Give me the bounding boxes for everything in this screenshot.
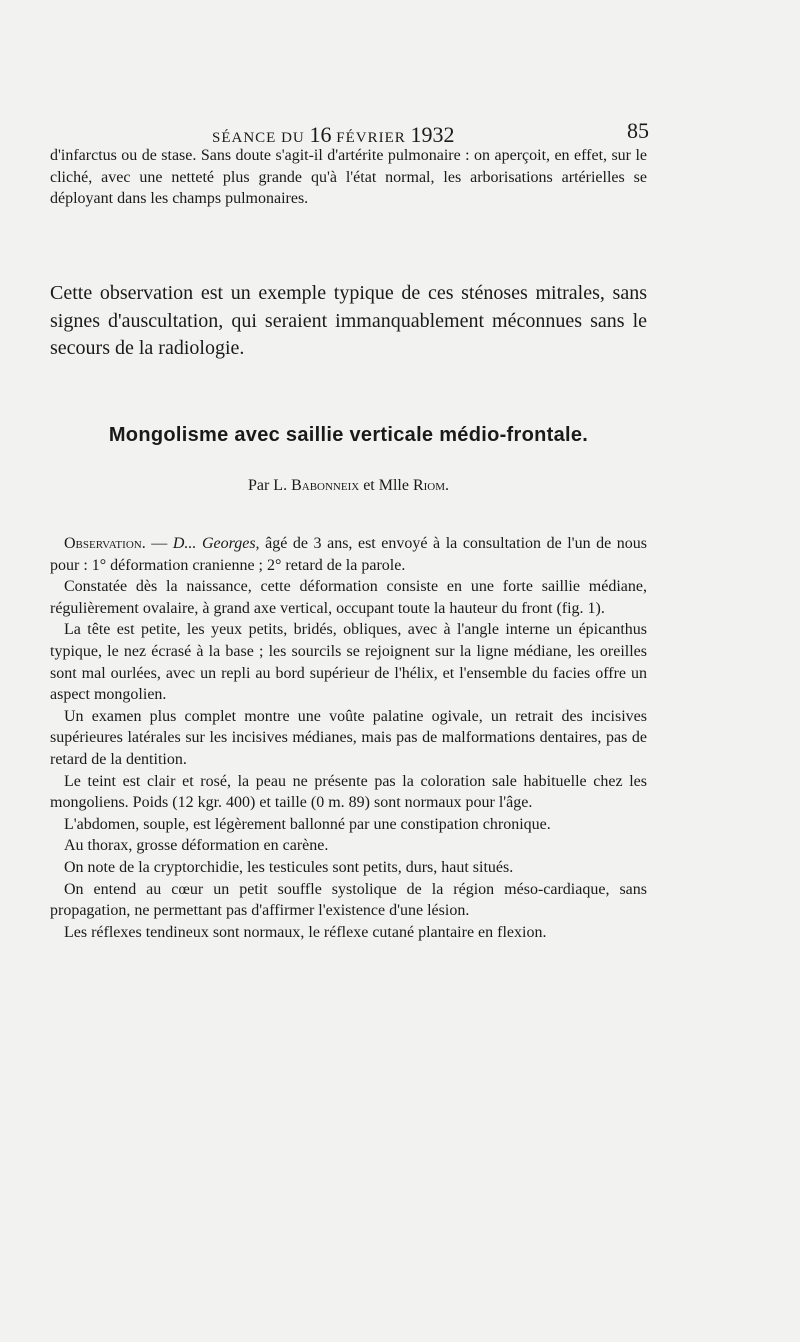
body-paragraph: On note de la cryptorchidie, les testicules sont petits, durs, haut situés. [64,858,514,876]
header-prefix: SÉANCE DU [212,130,305,146]
authors-mid: et Mlle [363,477,409,494]
author-1: Babonneix [291,477,360,494]
observation-paragraph [50,533,647,576]
body-paragraph: La tête est petite, les yeux petits, bridés, obliques, avec à l'angle interne un épicanthus typique, le nez écrasé à la base ; les sourcils se rejoignent sur la ligne médiane, les oreilles sont mal ourlées, avec un repli au bord supérieur de l'hélix, et l'ensemble du facies offre un aspect mongolien. [50,621,647,704]
body-paragraph: L'abdomen, souple, est légèrement ballonné par une constipation chronique. [64,815,551,833]
body-paragraph: Le teint est clair et rosé, la peau ne présente pas la coloration sale habituelle chez les mongoliens. Poids (12 kgr. 400) et taille (0 m. 89) sont normaux pour l'âge. [50,772,647,812]
observation-label: Observation. [64,535,146,552]
authors-prefix: Par L. [247,477,288,494]
intro-paragraph-2: Cette observation est un exemple typique de ces sténoses mitrales, sans signes d'auscultation, qui seraient immanquablement méconnues sans le secours de la radiologie. [50,282,647,359]
article-body [50,533,647,943]
header-month: FÉVRIER [336,130,406,146]
header-day: 16 [309,122,332,147]
intro-paragraph-1: d'infarctus ou de stase. Sans doute s'agit-il d'artérite pulmonaire : on aperçoit, en effet, sur le cliché, avec une netteté plus grande qu'à l'état normal, les arborisations artérielles se déployant dans les champs pulmonaires. [50,147,647,207]
body-paragraph: Un examen plus complet montre une voûte palatine ogivale, un retrait des incisives supérieures latérales sur les incisives médianes, mais pas de malformations dentaires, pas de retard de la dentition. [50,707,647,768]
observation-dash: — [145,535,173,552]
header-year: 1932 [410,122,455,147]
page-number: 85 [627,118,649,143]
observation-text: âgé de 3 ans, est envoyé à la consultation de l'un de nous pour : 1° déformation cranienne ; 2° retard de la parole. [50,535,647,574]
body-paragraph: Les réflexes tendineux sont normaux, le réflexe cutané plantaire en flexion. [64,923,547,941]
body-paragraph: On entend au cœur un petit souffle systolique de la région méso-cardiaque, sans propagation, ne permettant pas d'affirmer l'existence d'une lésion. [50,880,647,920]
author-2: Riom. [412,477,450,494]
observation-patient: D... Georges, [172,535,260,552]
body-paragraph: Constatée dès la naissance, cette déformation consiste en une forte saillie médiane, régulièrement ovalaire, à grand axe vertical, occupant toute la hauteur du front (fig. 1). [50,578,647,617]
article-authors [50,477,647,495]
body-paragraph: Au thorax, grosse déformation en carène. [64,837,329,855]
article-title: Mongolisme avec saillie verticale médio-frontale. [108,424,589,446]
